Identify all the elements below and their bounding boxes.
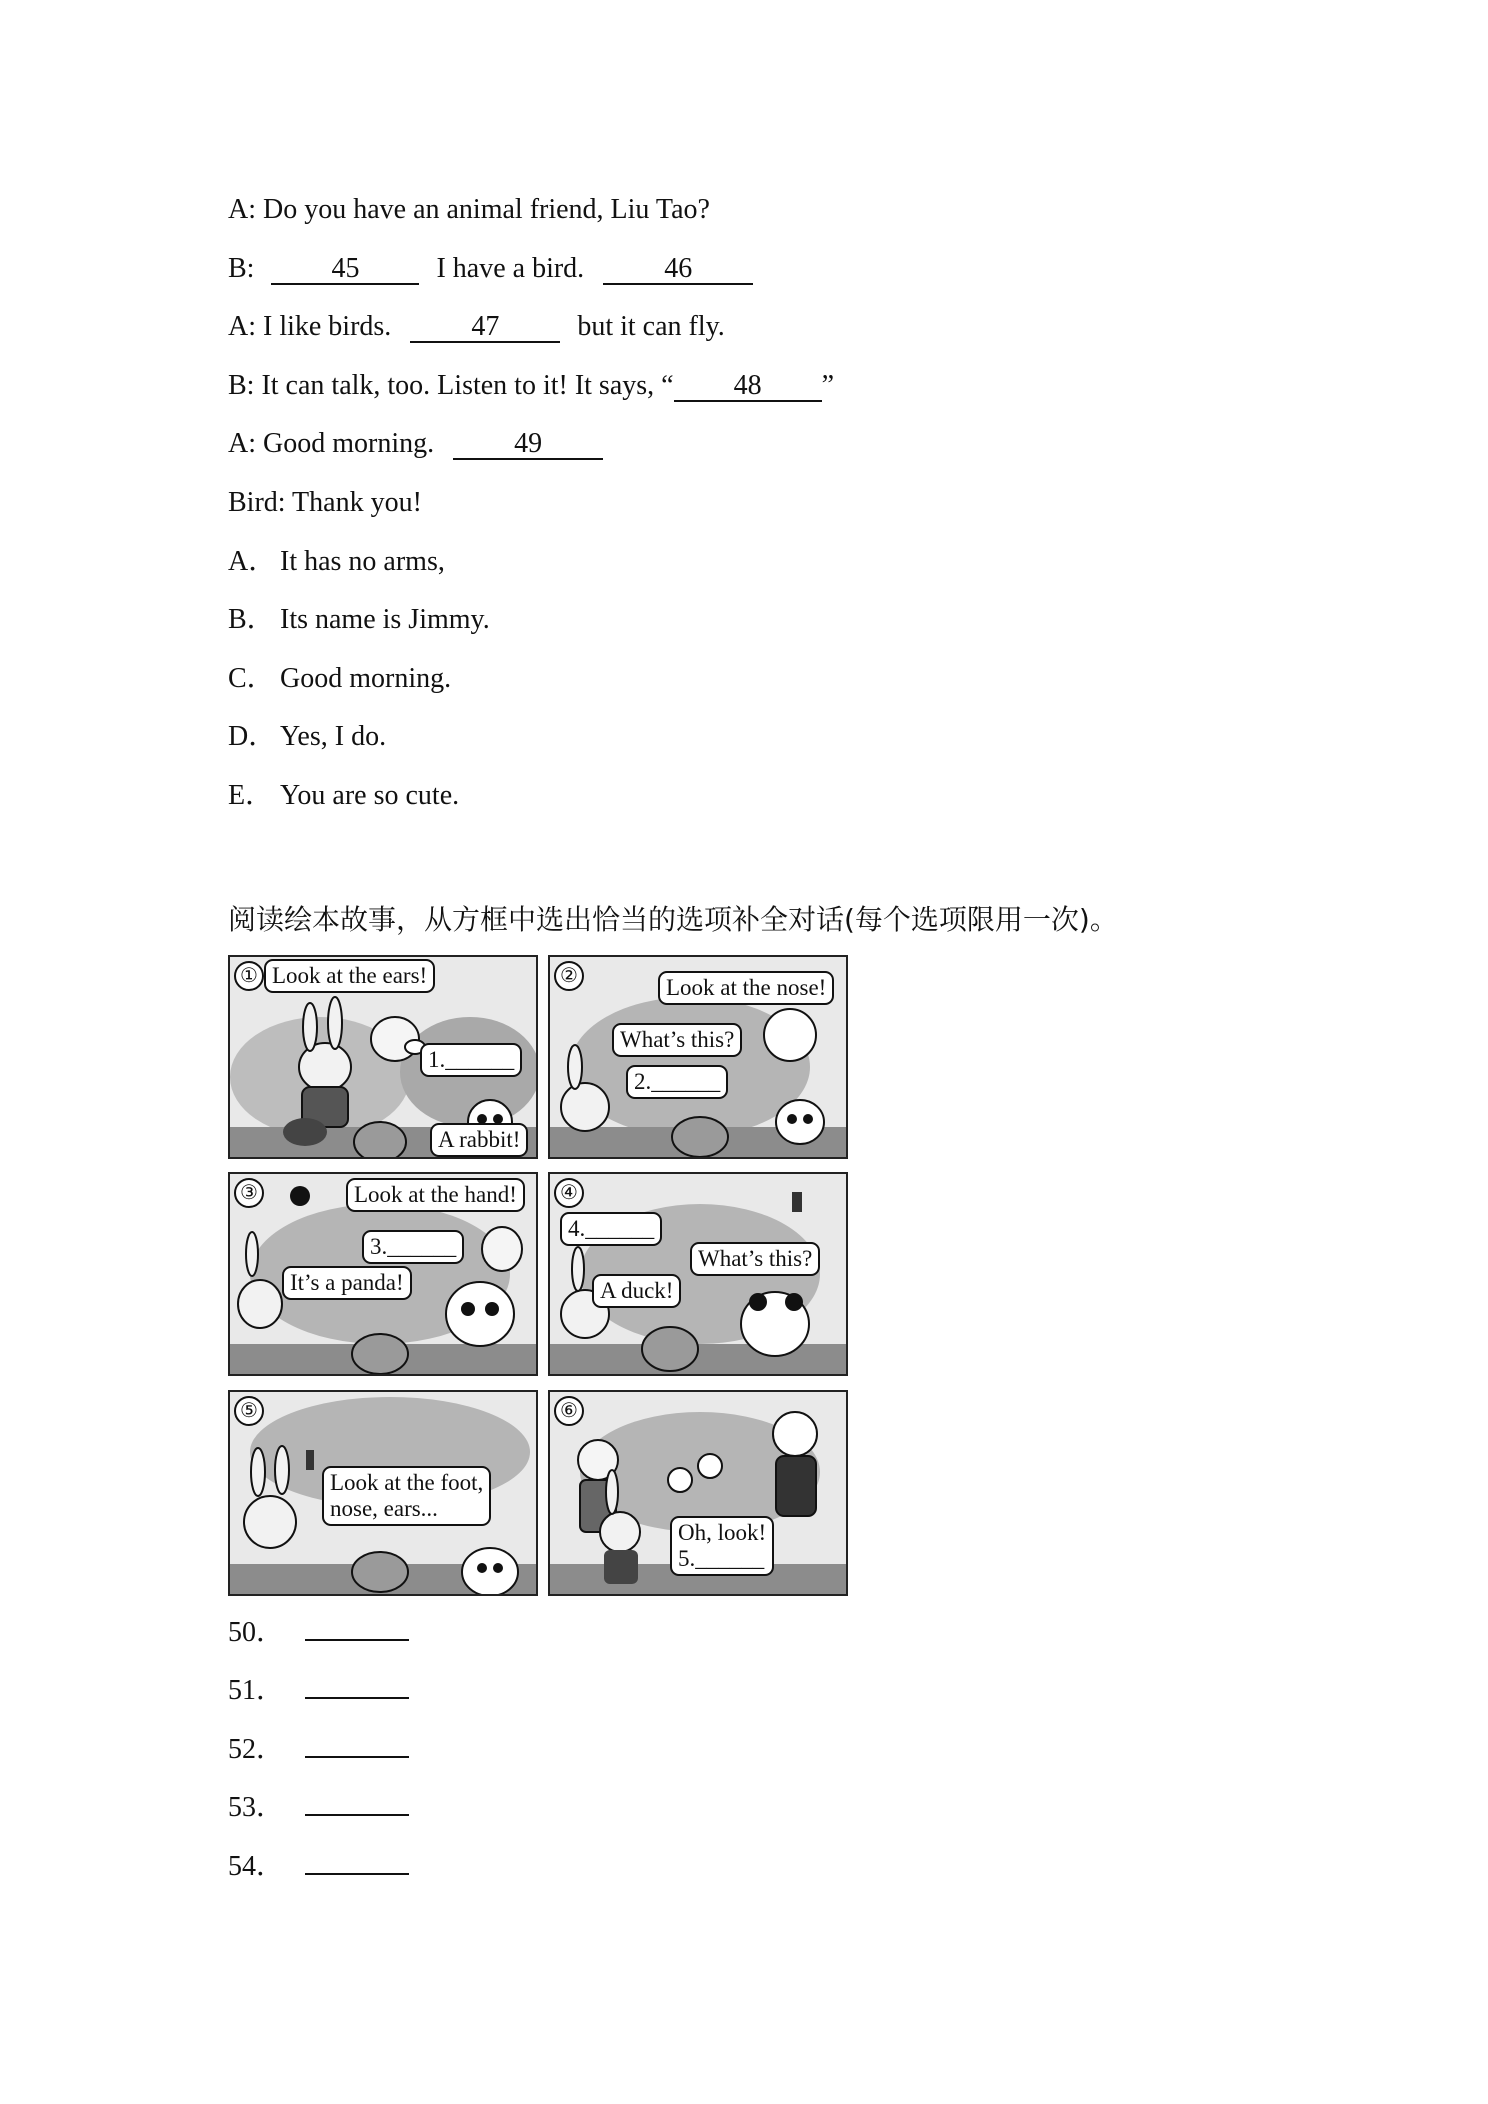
blank-46[interactable]: 46 xyxy=(603,255,753,285)
dialogue-line-3 xyxy=(228,310,725,344)
dialogue-text: A: I like birds. xyxy=(228,311,392,342)
answer-blank[interactable] xyxy=(305,1697,409,1699)
answer-number: 50． xyxy=(228,1617,285,1648)
option-c xyxy=(228,662,451,696)
answer-number: 53． xyxy=(228,1792,285,1823)
option-text: It has no arms, xyxy=(280,546,445,577)
speech-bubble: What’s this? xyxy=(690,1242,820,1276)
dialogue-line-4 xyxy=(228,369,834,403)
option-letter: C． xyxy=(228,663,275,694)
speech-bubble: A rabbit! xyxy=(430,1123,528,1157)
dialogue-line-5 xyxy=(228,427,603,461)
comic-panel-2 xyxy=(548,955,848,1159)
answer-row-51 xyxy=(228,1674,409,1708)
comic-panel-4 xyxy=(548,1172,848,1376)
speech-bubble: Look at the ears! xyxy=(264,959,435,993)
option-text: You are so cute. xyxy=(280,780,460,811)
speech-bubble-blank-5[interactable] xyxy=(670,1516,774,1576)
answer-row-54 xyxy=(228,1850,409,1884)
speaker-label: B: xyxy=(228,253,255,284)
answer-blank[interactable] xyxy=(305,1639,409,1641)
speech-bubble: What’s this? xyxy=(612,1023,742,1057)
bubble-text-line: Look at the foot, xyxy=(330,1470,484,1495)
dialogue-text: ” xyxy=(821,370,835,401)
blank-48[interactable]: 48 xyxy=(674,372,822,402)
bubble-text-line: nose, ears... xyxy=(330,1496,438,1521)
option-b xyxy=(228,603,490,637)
bubble-text-line: Oh, look! xyxy=(678,1520,767,1545)
option-text: Yes, I do. xyxy=(280,721,387,752)
dialogue-line-2 xyxy=(228,252,753,286)
option-letter: E． xyxy=(228,780,274,811)
speech-bubble: A duck! xyxy=(592,1274,681,1308)
answer-blank[interactable] xyxy=(305,1814,409,1816)
dialogue-text: but it can fly. xyxy=(577,311,725,342)
comic-panel-5 xyxy=(228,1390,538,1596)
dialogue-line-1: A: Do you have an animal friend, Liu Tao? xyxy=(228,194,710,225)
option-letter: B． xyxy=(228,604,275,635)
speech-bubble-blank-3[interactable]: 3.______ xyxy=(362,1230,464,1264)
answer-blank[interactable] xyxy=(305,1873,409,1875)
dialogue-line-6: Bird: Thank you! xyxy=(228,487,422,518)
speech-bubble xyxy=(322,1466,491,1526)
speech-bubble: Look at the hand! xyxy=(346,1178,525,1212)
option-letter: A． xyxy=(228,546,277,577)
answer-blank[interactable] xyxy=(305,1756,409,1758)
panel-number: ③ xyxy=(234,1178,264,1208)
comic-panel-1 xyxy=(228,955,538,1159)
speech-bubble-blank-4[interactable]: 4.______ xyxy=(560,1212,662,1246)
blank-45[interactable]: 45 xyxy=(271,255,419,285)
panel-number: ① xyxy=(234,961,264,991)
answer-number: 54． xyxy=(228,1851,285,1882)
comic-panel-3 xyxy=(228,1172,538,1376)
panel-number: ② xyxy=(554,961,584,991)
comic-panel-6 xyxy=(548,1390,848,1596)
option-a xyxy=(228,545,445,579)
speech-bubble: Look at the nose! xyxy=(658,971,834,1005)
panel-number: ⑥ xyxy=(554,1396,584,1426)
speech-bubble-blank-2[interactable]: 2.______ xyxy=(626,1065,728,1099)
blank-49[interactable]: 49 xyxy=(453,430,603,460)
panel-number: ④ xyxy=(554,1178,584,1208)
blank-47[interactable]: 47 xyxy=(410,313,560,343)
option-letter: D． xyxy=(228,721,277,752)
bubble-text-line: 5.______ xyxy=(678,1546,765,1571)
answer-row-52 xyxy=(228,1733,409,1767)
dialogue-text: A: Good morning. xyxy=(228,428,435,459)
option-text: Its name is Jimmy. xyxy=(280,604,490,635)
speech-bubble: It’s a panda! xyxy=(282,1266,412,1300)
section-instruction: 阅读绘本故事，从方框中选出恰当的选项补全对话(每个选项限用一次)。 xyxy=(228,903,1118,936)
dialogue-text: I have a bird. xyxy=(436,253,585,284)
panel-number: ⑤ xyxy=(234,1396,264,1426)
answer-row-53 xyxy=(228,1791,409,1825)
answer-row-50 xyxy=(228,1616,409,1650)
answer-number: 52． xyxy=(228,1734,285,1765)
dialogue-text: B: It can talk, too. Listen to it! It says, “ xyxy=(228,370,674,401)
speech-bubble-blank-1[interactable]: 1.______ xyxy=(420,1043,522,1077)
option-e xyxy=(228,779,459,813)
option-text: Good morning. xyxy=(280,663,452,694)
option-d xyxy=(228,720,386,754)
answer-number: 51． xyxy=(228,1675,285,1706)
